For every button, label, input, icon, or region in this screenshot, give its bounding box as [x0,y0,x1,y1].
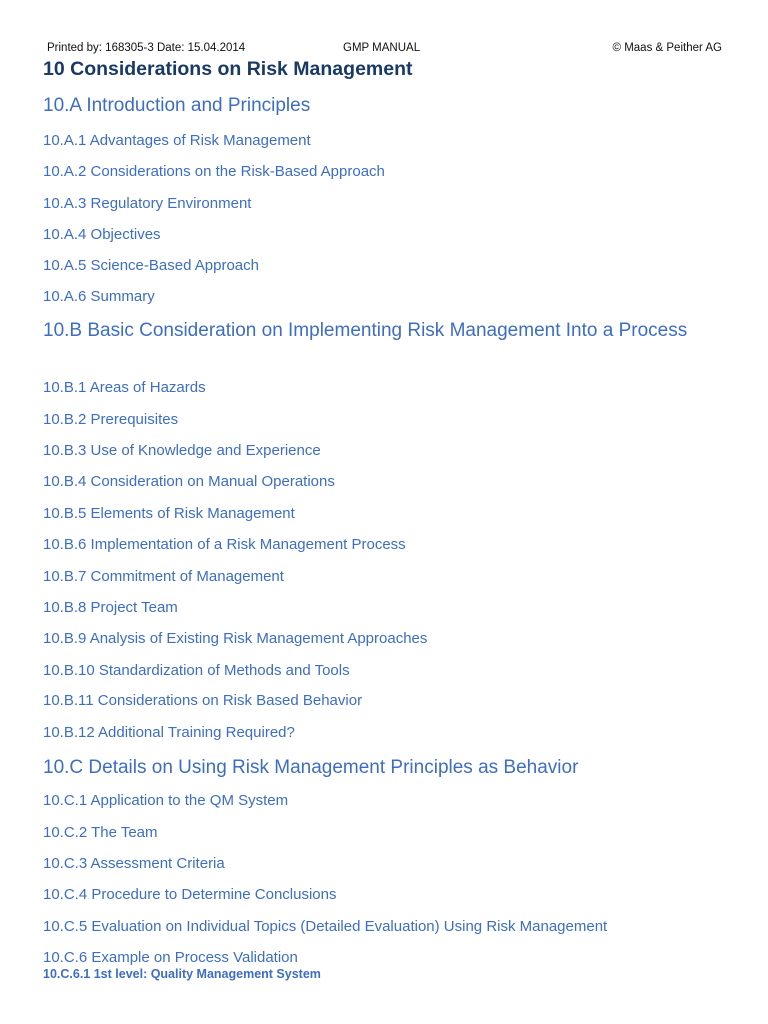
toc-section-10-c[interactable]: 10.C Details on Using Risk Management Principles as Behavior [43,757,579,778]
printed-by-info: Printed by: 168305-3 Date: 15.04.2014 [47,42,246,54]
toc-entry-10-b-4[interactable]: 10.B.4 Consideration on Manual Operations [43,473,335,490]
toc-entry-10-c-3[interactable]: 10.C.3 Assessment Criteria [43,855,225,872]
toc-entry-10-a-1[interactable]: 10.A.1 Advantages of Risk Management [43,132,311,149]
page-title: 10 Considerations on Risk Management [43,58,413,80]
toc-entry-10-b-11[interactable]: 10.B.11 Considerations on Risk Based Behavior [43,692,363,709]
toc-section-10-a[interactable]: 10.A Introduction and Principles [43,95,311,116]
toc-entry-10-b-12[interactable]: 10.B.12 Additional Training Required? [43,724,295,741]
toc-entry-10-c-1[interactable]: 10.C.1 Application to the QM System [43,792,289,809]
manual-name: GMP MANUAL [343,42,421,54]
toc-entry-10-b-10[interactable]: 10.B.10 Standardization of Methods and Tools [43,662,350,679]
toc-section-10-b[interactable]: 10.B Basic Consideration on Implementing Risk Management Into a Process [43,320,688,341]
toc-entry-10-b-2[interactable]: 10.B.2 Prerequisites [43,411,179,428]
toc-entry-10-c-6[interactable]: 10.C.6 Example on Process Validation [43,949,298,966]
toc-entry-10-b-5[interactable]: 10.B.5 Elements of Risk Management [43,505,295,522]
copyright-notice: © Maas & Peither AG [612,42,722,54]
toc-entry-10-a-4[interactable]: 10.A.4 Objectives [43,226,161,243]
toc-entry-10-b-6[interactable]: 10.B.6 Implementation of a Risk Management Process [43,536,406,553]
toc-entry-10-b-9[interactable]: 10.B.9 Analysis of Existing Risk Management Approaches [43,630,428,647]
toc-entry-10-a-5[interactable]: 10.A.5 Science-Based Approach [43,257,259,274]
toc-entry-10-c-2[interactable]: 10.C.2 The Team [43,824,158,841]
toc-entry-10-c-4[interactable]: 10.C.4 Procedure to Determine Conclusions [43,886,337,903]
toc-entry-10-b-1[interactable]: 10.B.1 Areas of Hazards [43,379,206,396]
print-header [0,42,768,56]
toc-entry-10-a-6[interactable]: 10.A.6 Summary [43,288,155,305]
toc-entry-10-c-6-1[interactable]: 10.C.6.1 1st level: Quality Management System [43,967,321,981]
toc-entry-10-a-3[interactable]: 10.A.3 Regulatory Environment [43,195,252,212]
toc-entry-10-b-8[interactable]: 10.B.8 Project Team [43,599,178,616]
toc-entry-10-c-5[interactable]: 10.C.5 Evaluation on Individual Topics (Detailed Evaluation) Using Risk Management [43,918,608,935]
toc-entry-10-b-3[interactable]: 10.B.3 Use of Knowledge and Experience [43,442,321,459]
toc-entry-10-b-7[interactable]: 10.B.7 Commitment of Management [43,568,284,585]
toc-entry-10-a-2[interactable]: 10.A.2 Considerations on the Risk-Based Approach [43,163,385,180]
